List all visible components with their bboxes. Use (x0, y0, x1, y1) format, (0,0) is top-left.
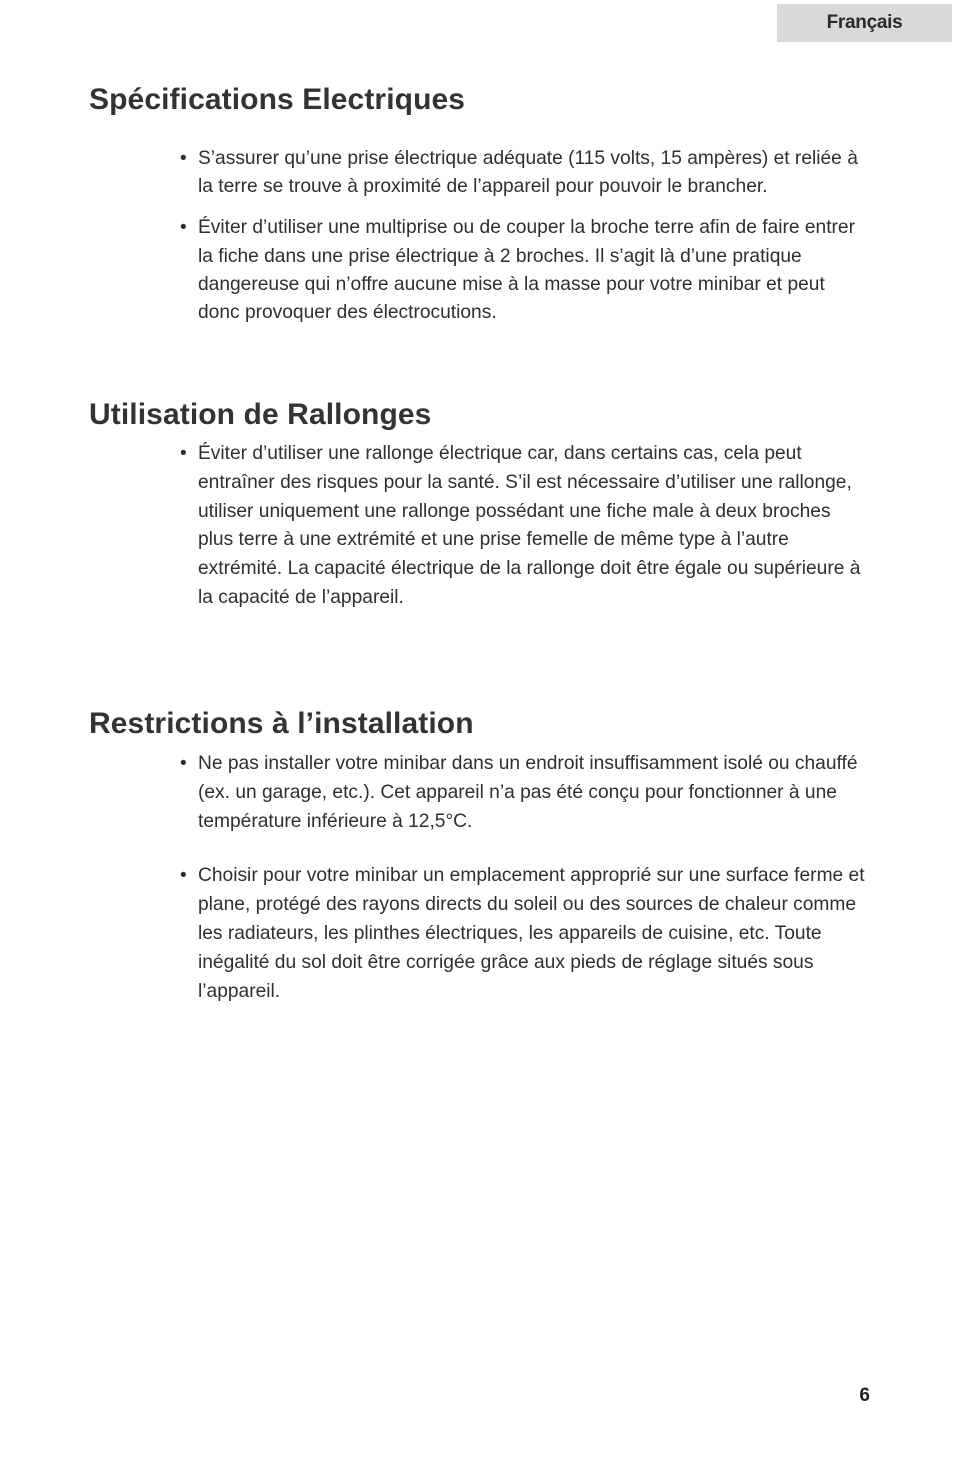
list-item (180, 749, 870, 836)
list-item (180, 861, 870, 1006)
page-number: 6 (859, 1385, 870, 1406)
bullet-text: Éviter d’utiliser une rallonge électrique car, dans certains cas, cela peut entraîner des risques pour la santé. S’il est nécessaire d’utiliser une rallonge, utiliser uniquement une rallonge possédant une fiche male à deux broches plus terre à une extrémité et une prise femelle de même type à l’autre extrémité. La capacité électrique de la rallonge doit être égale ou supérieure à la capacité de l’appareil. (198, 443, 861, 608)
section-title-installation-restrictions: Restrictions à l’installation (89, 707, 474, 740)
language-tab (777, 4, 952, 42)
bullet-icon: • (180, 217, 187, 239)
list-item (180, 440, 870, 613)
bullet-icon: • (180, 443, 187, 464)
list-item (180, 145, 870, 201)
extension-cords-list (180, 440, 870, 613)
list-item (180, 214, 870, 327)
language-label: Français (826, 12, 903, 33)
bullet-text: Éviter d’utiliser une multiprise ou de couper la broche terre afin de faire entrer la fiche dans une prise électrique à 2 broches. Il s’agit là d’une pratique dangereuse qui n’offre aucune mise à la masse pour votre minibar et peut donc provoquer des électrocutions. (198, 217, 855, 324)
bullet-icon: • (180, 865, 187, 886)
bullet-text: Ne pas installer votre minibar dans un endroit insuffisamment isolé ou chauffé (ex. un garage, etc.). Cet appareil n’a pas été conçu pour fonctionner à une température inférieure à 12,5°C. (198, 753, 858, 832)
installation-restrictions-list (180, 749, 870, 1006)
bullet-icon: • (180, 148, 187, 169)
electrical-specifications-list (180, 145, 870, 327)
bullet-icon: • (180, 753, 187, 774)
section-title-electrical-specifications: Spécifications Electriques (89, 83, 466, 116)
bullet-text: S’assurer qu’une prise électrique adéquate (115 volts, 15 ampères) et reliée à la terre se trouve à proximité de l’appareil pour pouvoir le brancher. (198, 148, 858, 198)
section-title-extension-cords: Utilisation de Rallonges (89, 398, 432, 431)
bullet-text: Choisir pour votre minibar un emplacement approprié sur une surface ferme et plane, protégé des rayons directs du soleil ou des sources de chaleur comme les radiateurs, les plinthes électriques, les appareils de cuisine, etc. Toute inégalité du sol doit être corrigée grâce aux pieds de réglage situés sous l’appareil. (198, 865, 865, 1002)
